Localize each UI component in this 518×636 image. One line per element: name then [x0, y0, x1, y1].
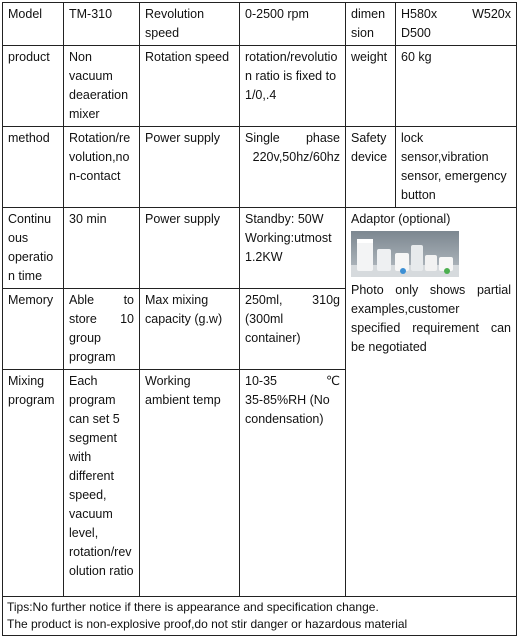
power-line-1: Single phase: [245, 131, 340, 145]
cell-rotation-label: Rotation speed: [140, 46, 240, 127]
tips-cell: [3, 597, 517, 636]
cell-dimension-value: [396, 3, 517, 46]
cell-ambient-label: Working ambient temp: [140, 370, 240, 597]
table-row: [3, 3, 517, 46]
cell-mixing-value: Each program can set 5 segment with different speed, vacuum level, rotation/revolution ratio: [64, 370, 140, 597]
cell-rotation-value: rotation/revolution ratio is fixed to 1/0,.4: [240, 46, 346, 127]
capacity-line-2: (300ml container): [245, 312, 301, 345]
table-row: [3, 46, 517, 127]
adaptor-note: Photo only shows partial examples,customer specified requirement can be negotiated: [351, 283, 511, 354]
cell-capacity-value: [240, 289, 346, 370]
adaptor-photo: [351, 231, 459, 277]
cell-continuous-value: 30 min: [64, 208, 140, 289]
adaptor-label: Adaptor (optional): [351, 212, 451, 226]
ambient-line-2: 35-85%RH (No condensation): [245, 393, 330, 426]
table-row: [3, 208, 517, 289]
cell-ambient-value: [240, 370, 346, 597]
cell-power-standby-label: Power supply: [140, 208, 240, 289]
cell-memory-value: Able to store 10 group program: [64, 289, 140, 370]
cell-method-label: method: [3, 127, 64, 208]
cell-mixing-label: Mixing program: [3, 370, 64, 597]
cell-capacity-label: Max mixing capacity (g.w): [140, 289, 240, 370]
cell-safety-label: Safety device: [346, 127, 396, 208]
cell-continuous-label: Continuous operation time: [3, 208, 64, 289]
cell-dimension-label: dimension: [346, 3, 396, 46]
table-row: [3, 597, 517, 636]
spec-table: [2, 2, 517, 636]
cell-memory-label: Memory: [3, 289, 64, 370]
cell-power-label: Power supply: [140, 127, 240, 208]
working-line: Working:utmost 1.2KW: [245, 231, 332, 264]
ambient-line-1: 10-35 ℃: [245, 374, 340, 388]
cell-revolution-value: 0-2500 rpm: [240, 3, 346, 46]
table-row: [3, 127, 517, 208]
cell-product-label: product: [3, 46, 64, 127]
cell-power-standby-value: [240, 208, 346, 289]
tips-line-1: Tips:No further notice if there is appearance and specification change.: [7, 600, 379, 614]
cell-model-value: TM-310: [64, 3, 140, 46]
power-line-2: 220v,50hz/60hz: [252, 150, 340, 164]
cell-model-label: Model: [3, 3, 64, 46]
cell-safety-value: lock sensor,vibration sensor, emergency button: [396, 127, 517, 208]
cell-product-value: Non vacuum deaeration mixer: [64, 46, 140, 127]
cell-adaptor: [346, 208, 517, 597]
cell-weight-value: 60 kg: [396, 46, 517, 127]
cell-revolution-label: Revolution speed: [140, 3, 240, 46]
dimension-line-1: H580x W520x: [401, 7, 511, 21]
dimension-line-2: D500: [401, 26, 431, 40]
cell-power-value: [240, 127, 346, 208]
cell-method-value: Rotation/revolution,non-contact: [64, 127, 140, 208]
standby-line: Standby: 50W: [245, 212, 324, 226]
tips-line-2: The product is non-explosive proof,do not stir danger or hazardous material: [7, 617, 408, 631]
capacity-line-1: 250ml, 310g: [245, 293, 340, 307]
cell-weight-label: weight: [346, 46, 396, 127]
